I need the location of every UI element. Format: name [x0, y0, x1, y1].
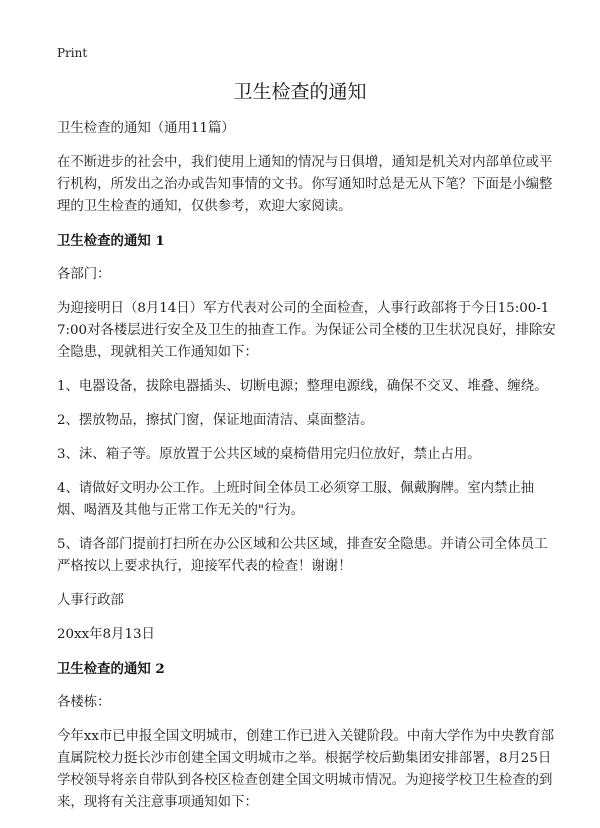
section-1: [57, 230, 557, 646]
section-paragraph: 各楼栋：: [57, 695, 111, 710]
section-paragraph: 1、电器设备，拔除电器插头、切断电源；整理电源线，确保不交叉、堆叠、缠绕。: [57, 379, 548, 394]
signature-date: 20xx年8月13日: [57, 627, 155, 642]
document-subtitle: 卫生检查的通知（通用11篇）: [57, 121, 235, 136]
section-heading: 卫生检查的通知 2: [57, 661, 165, 677]
document-body: [57, 118, 557, 826]
intro-paragraph: 在不断进步的社会中，我们使用上通知的情况与日俱增，通知是机关对内部单位或平行机构，所发出之治办或告知事情的文书。你写通知时总是无从下笔？下面是小编整理的卫生检查的通知，仅供参考，欢迎大家阅读。: [57, 155, 553, 214]
section-paragraph: 5、请各部门提前打扫所在办公区域和公共区域，排查安全隐患。并请公司全体员工严格按以上要求执行，迎接军代表的检查！谢谢！: [57, 537, 548, 574]
section-paragraph: 4、请做好文明办公工作。上班时间全体员工必须穿工服、佩戴胸牌。室内禁止抽烟、喝酒及其他与正常工作无关的"行为。: [57, 481, 535, 518]
section-paragraph: 今年xx市已申报全国文明城市，创建工作已进入关键阶段。中南大学作为中央教育部直属院校力挺长沙市创建全国文明城市之举。根据学校后勤集团安排部署，8月25日学校领导将亲自带队到各校区检查创建全国文明城市情况。为迎接学校卫生检查的到来，现将有关注意事项通知如下：: [57, 729, 555, 810]
section-paragraph: 3、沫、箱子等。原放置于公共区域的桌椅借用完归位放好，禁止占用。: [57, 447, 481, 462]
section-2: [57, 658, 557, 814]
document-title: 卫生检查的通知: [233, 81, 367, 103]
section-heading: 卫生检查的通知 1: [57, 233, 165, 249]
section-paragraph: 各部门：: [57, 267, 111, 282]
section-paragraph: 2、摆放物品，擦拭门窗，保证地面清洁、桌面整洁。: [57, 413, 374, 428]
section-paragraph: 为迎接明日（8月14日）军方代表对公司的全面检查，人事行政部将于今日15:00-17:00对各楼层进行安全及卫生的抽查工作。为保证公司全楼的卫生状况良好，排除安全隐患，现就相关工作通知如下：: [57, 301, 556, 360]
signature-department: 人事行政部: [57, 593, 124, 608]
print-link[interactable]: Print: [57, 46, 88, 60]
